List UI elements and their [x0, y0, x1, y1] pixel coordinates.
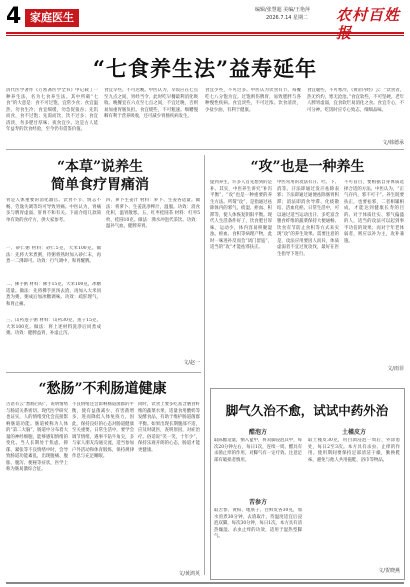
- art3-author: 文/黄鸿英: [178, 571, 200, 577]
- lead-col-3: 食宜少些，不可过多。中医认为饮食有节，每餐吃七八分饱为宜。过饱则伤脾胃，易致肥胖与各种慢性疾病。食宜淡些，不可过浓。饮食清淡，少盐少油，有利于健康。: [205, 88, 301, 113]
- lead-author: 文/韩德承: [382, 140, 404, 146]
- art4-heading-1: 醋泡方: [248, 429, 267, 436]
- art3-title: “愁肠”不利肠道健康: [38, 381, 167, 397]
- art1-recipe-3: 三、山药莲子粥 材料：山药30克，莲子15克，大米100克。做法：将上述材料洗净后同煮成粥。功效：健脾益胃，补虚止泻。: [6, 318, 101, 336]
- art1-author: 文/赵一: [183, 360, 200, 366]
- art2-col-3: 不可盲目，要根据自身体质选择合适的方法。中医认为，“正气存内，邪不可干”。养生既要扶正，也要祛邪，二者相辅相成，才能达到健康长寿的目的。对于体质壮实、邪气偏盛的人，适当的攻法可以起到事半功倍的效果；而对于年老体弱者，则应以补为主，攻补兼施。: [344, 180, 404, 244]
- art4-title: 脚气久治不愈，试试中药外治: [225, 403, 389, 418]
- art2-col-1: 提到养生，许多人首先想到的是补。其实，中医养生讲究“补泻平衡”，“攻”也是一种重要的养生方法。所谓“攻”，是指通过祛除体内的邪气、痰湿、瘀血、积滞等，使人体恢复阴阳平衡。现代人生活条件好了，饮食肥甘厚味，运动少，体内容易积聚湿浊、瘀血、食积等病理产物，此时一味进补反而会“闭门留寇”，适当的“攻”才能祛邪扶正。: [210, 180, 272, 250]
- lead-col-1: 清代医学著作《万密斋医学全书》中记载了一种养生法，名为七食养生法。其中所载“七食”的大意是：食不可过饱，宜常少食；食宜温热，勿食生冷；食宜细缓，勿急促狼吞；先饥而食，食不过饱；先渴而饮，饮不过多；食宜清淡，勿多肥甘厚味；夜食宜少。这是古人延年益寿的饮食经验，至今仍有借鉴价值。: [6, 88, 98, 132]
- art1-title-line-2: 简单食疗胃痛消: [51, 177, 149, 193]
- column-banner: 家庭医生: [25, 9, 79, 27]
- editor-line: 编辑/张慧超 美编/王艳萍: [255, 7, 310, 13]
- art4-body-2: 取苦参、黄柏、地肤子、白鲜皮各30克，加水煎煮30分钟，去渣取汁，待温度适宜后浸泡双脚，每次30分钟，每日1次。本方具有清热燥湿、杀虫止痒的功效，适用于湿热型脚气。: [214, 508, 302, 539]
- page-number: 4: [6, 4, 22, 29]
- section-divider: [6, 149, 404, 150]
- art1-title-line-1: “本草”说养生: [56, 159, 144, 175]
- art3-col-3: 同时，饮食上要多吃富含膳食纤维的蔬菜水果，适量食用酸奶等发酵食品，有助于维护肠道菌群平衡。如果出现长期腹部不适，应及时就医，查明原因，对症治疗。俗话说“笑一笑，十年少”，保持乐观开朗的心态，肠道才能更健康。: [138, 402, 200, 453]
- header-rule: [6, 32, 404, 34]
- art1-recipe-2: 二、佛手粥 材料：佛手15克，大米100克，冰糖适量。做法：先将佛手煎汤去渣，再加入大米同煮为粥，粥成后加冰糖调味。功效：疏肝理气，和胃止痛。: [6, 282, 101, 307]
- art3-col-2: 不良情绪还会影响肠道菌群的平衡，使有益菌减少、有害菌增多，进而降低人体免疫力。因此，保持良好的心态对肠道健康至关重要。日常生活中，要学会调节情绪，遇事不钻牛角尖，多与家人朋友沟通交流，适当参加户外活动和体育锻炼，保持规律作息与充足睡眠。: [72, 402, 134, 459]
- header-rule-thin: [6, 35, 404, 36]
- art4-heading-3: 土槿皮方: [341, 429, 366, 436]
- art2-author: 文/雨菲: [387, 366, 404, 372]
- art2-title: “攻”也是一种养生: [250, 159, 365, 175]
- art1-intro: 胃是人体重要的消化器官。饮食不节、情志不畅、劳逸失调等均可导致胃痛。中医认为，胃痛多与脾胃虚弱、肝胃不和有关。下面介绍几款简单有效的食疗方，供大家参考。: [6, 198, 101, 223]
- art1-recipe-1: 一、砂仁粥 材料：砂仁5克，大米100克。做法：先将大米煮粥，待粥将熟时加入砂仁末，再煮一二沸即可。功效：行气调中，和胃醒脾。: [6, 246, 101, 264]
- lead-title: “七食养生法”益寿延年: [92, 56, 318, 81]
- footer-rule: [6, 582, 404, 584]
- art3-divider: [6, 372, 201, 373]
- art1-col-2: 四、萝卜生姜汁 材料：萝卜、生姜各适量。做法：将萝卜、生姜洗净榨汁，温服。功效：消食化积，温胃散寒。五、红枣桂圆茶 材料：红枣5枚，桂圆10克。做法：沸水冲泡代茶饮。功效：温补气血，健脾养胃。: [106, 198, 200, 229]
- art4-body-1: 取陈醋适量，倒入盆中，将双脚浸泡其中，每次20分钟左右，每日1次，连续一周。醋具有杀菌止痒的作用，对脚气有一定疗效。注意足部有破损者慎用。: [214, 438, 302, 463]
- art4-body-3: 取土槿皮30克，用白酒浸泡一周后，外涂患处，每日2至3次。本方具有杀虫、止痒的作用。使用期间要保持足部清洁干燥，勤换鞋袜，避免与他人共用拖鞋、浴巾等物品。: [308, 438, 400, 463]
- art4-author: 文/贺晓燕: [378, 568, 400, 574]
- paper-masthead: 农村百姓: [336, 6, 401, 24]
- date-line: 2026.7.14 星期二: [266, 15, 309, 21]
- lead-col-4: 食宜暖些，不可寒冷。《黄帝内经》云：“饮食者，热无灼灼，寒无沧沧。”食宜软些，不可坚硬。老年人脾胃虚弱，宜食软烂易消化之食。食宜专心，不可分神。吃饭时应专心致志，细细品味。: [307, 88, 404, 113]
- column-divider: [204, 155, 205, 575]
- art4-heading-2: 苦参方: [248, 499, 267, 506]
- lead-col-2: 食宜早些。不可迟晚。中医认为，早饭应在七点至九点之间，胃经当令，此时吃早餐最利消化吸收。晚餐宜在六点至七点之间，不宜过晚，否则易加重胃肠负担。食宜缓些，不可粗速。细嚼慢咽有利于营养吸收，还可减少胃肠疾病发生。: [104, 88, 198, 119]
- art3-col-1: 古语有云“愁肠百结”，说明情绪与肠道关系密切。现代医学研究也证实，人的情绪变化会直接影响肠道功能。肠道被称为人体的“第二大脑”，肠道中分布着大量的神经细胞，能够感知情绪的变化。当人长期处于焦虑、抑郁、紧张等不良情绪中时，会导致肠道功能紊乱，出现腹痛、腹胀、腹泻、便秘等症状，医学上称为肠易激综合征。: [6, 402, 68, 472]
- art2-col-2: 中医常用的攻法有汗、吐、下、消等。汗法即通过发汗祛除表邪；下法即通过通便祛除肠胃积滞；消法即消食导滞、化痰散结、活血化瘀。日常生活中，可以通过适当运动出汗、多吃富含膳食纤维的蔬菜保持大便通畅、饮食有节防止食积等方式来实现“攻”的养生效果。需要注意的是，攻法应用要因人而异，体质虚弱者不宜过度攻伐，最好在医生指导下进行。: [277, 180, 339, 257]
